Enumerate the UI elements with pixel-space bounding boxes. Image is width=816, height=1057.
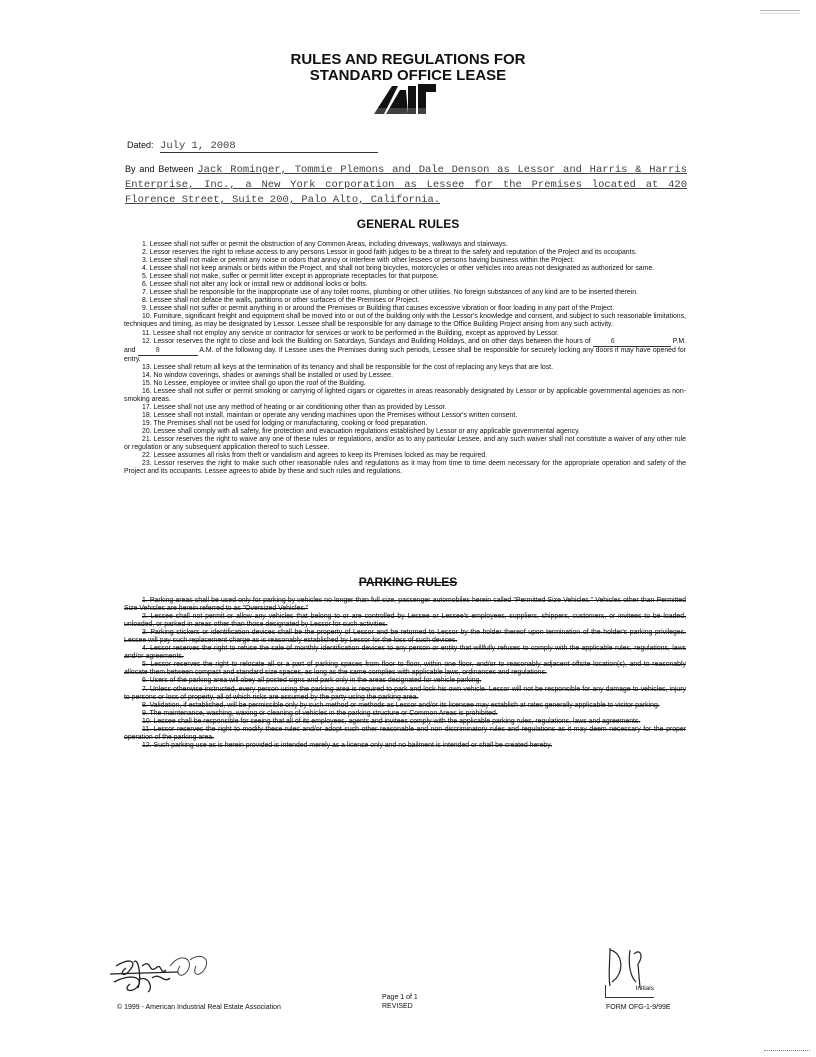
parking-rule: 7. Unless otherwise instructed, every person using the parking area is required to park and lock his own vehicle. Lessor will not be responsible for any damage to vehicles, injury to persons or loss of property, all of which risks are assumed by the party using the parking area. [124, 685, 686, 701]
parties-prefix: By and Between [125, 164, 194, 174]
initials-box [605, 985, 654, 998]
general-rule: 14. No window coverings, shades or awnings shall be installed or used by Lessee. [142, 371, 393, 379]
copyright-text: © 1999 - American Industrial Real Estate Association [117, 1004, 281, 1011]
general-rule: 17. Lessee shall not use any method of heating or air conditioning other than as provided by Lessor. [142, 403, 447, 411]
parking-rule: 2. Lessee shall not permit or allow any vehicles that belong to or are controlled by Lessee or Lessee's employees, suppliers, shippers, customers, or invitees to be loaded, unloaded, or parked in areas other than those designated by Lessor for such activities. [124, 613, 686, 629]
general-rule: 10. Furniture, significant freight and equipment shall be moved into or out of the building only with the Lessor's knowledge and consent, and subject to such reasonable limitations, techniques and timing, as may be designated by Lessor. Lessee shall be responsible for any damage to the Office Building Project arising from any such activity. [124, 313, 686, 329]
parties-typed-text: Jack Rominger, Tommie Plemons and Dale Denson as Lessor and Harris & Harris Enterprise, Inc., a New York corporation as Lessee for the Premises located at 420 Florence Street, Suite 200, Palo Alto, California. [125, 164, 688, 206]
general-rule: 7. Lessee shall be responsible for the inappropriate use of any toilet rooms, plumbing or other utilities. No foreign substances of any kind are to be inserted therein. [142, 289, 639, 297]
general-rule: 1. Lessee shall not suffer or permit the obstruction of any Common Areas, including driveways, walkways and stairways. [142, 241, 508, 248]
general-rule: 4. Lessee shall not keep animals or birds within the Project, and shall not bring bicycles, motorcycles or other vehicles into areas not designated as authorized for same. [142, 265, 655, 273]
scan-mark-top [760, 10, 800, 14]
parking-rule: 6. Users of the parking area will obey all posted signs and park only in the areas designated for vehicle parking. [142, 677, 482, 685]
parking-rule: 3. Parking stickers or identification devices shall be the property of Lessor and be returned to Lessor by the holder thereof upon termination of the holder's parking privileges. Lessee will pay such replacement charge as is reasonably established by Lessor for the loss of such devices. [124, 629, 686, 645]
parking-rule: 8. Validation, if established, will be permissible only by such method or methods as Lessor and/or its licensee may establish at rates generally applicable to visitor parking. [142, 701, 660, 709]
general-rules-list [124, 241, 686, 476]
parties-paragraph [125, 162, 687, 207]
general-rule: 9. Lessee shall not suffer or permit anything in or around the Premises or Building that causes excessive vibration or floor loading in any part of the Project. [142, 305, 615, 313]
initials-label: Initials [635, 985, 654, 992]
document-title-line1: RULES AND REGULATIONS FOR [290, 51, 526, 68]
parking-rules-list [124, 597, 686, 750]
general-rule-12 [124, 338, 686, 364]
parking-rules-heading: PARKING RULES [358, 575, 458, 589]
general-rule: 6. Lessee shall not alter any lock or install new or additional locks or bolts. [142, 281, 368, 289]
scan-mark-bottom [764, 1050, 810, 1054]
page-number: Page 1 of 1 [382, 994, 418, 1001]
revised-label: REVISED [382, 1003, 413, 1010]
rule12-text-a: 12. Lessor reserves the right to close and lock the Building on Saturdays, Sundays and Building Holidays, and on other days between the hours of [142, 337, 591, 345]
general-rule: 21. Lessor reserves the right to waive any one of these rules or regulations, and/or as to any particular Lessee, and any such waiver shall not constitute a waiver of any other rule or regulation or any subsequent application thereof to such Lessee. [124, 436, 686, 452]
rule12-pm-value: 6 [593, 338, 671, 347]
parking-rule: 10. Lessee shall be responsible for seeing that all of its employees, agents and invitees comply with the applicable parking rules, regulations, laws and agreements. [142, 717, 641, 725]
form-id: FORM OFG-1-9/99E [606, 1004, 671, 1011]
dated-value: July 1, 2008 [160, 140, 378, 153]
general-rule: 5. Lessee shall not make, suffer or permit litter except in appropriate receptacles for that purpose. [142, 273, 439, 281]
general-rule: 15. No Lessee, employee or invitee shall go upon the roof of the Building. [142, 379, 366, 387]
parking-rule: 5. Lessor reserves the right to relocate all or a part of parking spaces from floor to floor, within one floor, and/or to reasonably adjacent offsite location(s), and to reasonably allocate them between compact and standard size spaces, as long as the same complies with applicable laws, ordinances and regulations. [124, 661, 686, 677]
general-rule: 18. Lessee shall not install, maintain or operate any vending machines upon the Premises without Lessor's written consent. [142, 411, 518, 419]
dated-line [127, 140, 378, 153]
rule12-text-b: A.M. of the following day. If Lessee uses the Premises during such periods, Lessee shall be responsible for securely locking any doors it may have opened for entry. [124, 346, 686, 363]
parking-rule: 1. Parking areas shall be used only for parking by vehicles no longer than full size, passenger automobiles herein called "Permitted Size Vehicles." Vehicles other than Permitted Size Vehicles are herein referred to as "Oversized Vehicles." [124, 597, 686, 613]
parking-rule: 9. The maintenance, washing, waxing or cleaning of vehicles in the parking structure or Common Areas is prohibited. [142, 709, 498, 717]
general-rule: 22. Lessee assumes all risks from theft or vandalism and agrees to keep its Premises locked as may be required. [142, 452, 488, 460]
air-logo-icon [372, 80, 438, 116]
parking-rule: 4. Lessor reserves the right to refuse the sale of monthly identification devices to any person or entity that willfully refuses to comply with the applicable rules, regulations, laws and/or agreements. [124, 645, 686, 661]
general-rules-heading: GENERAL RULES [356, 217, 460, 231]
general-rule: 16. Lessee shall not suffer or permit smoking or carrying of lighted cigars or cigarettes in areas reasonably designated by Lessor or by applicable governmental agencies as non-smoking areas. [124, 387, 686, 403]
document-title-line2: STANDARD OFFICE LEASE [309, 67, 507, 84]
general-rule: 23. Lessor reserves the right to make such other reasonable rules and regulations as it may from time to time deem necessary for the appropriate operation and safety of the Project and its occupants. Lessee agrees to abide by these and such rules and regulations. [124, 460, 686, 476]
dated-label: Dated: [127, 140, 154, 150]
general-rule: 3. Lessee shall not make or permit any noise or odors that annoy or interfere with other lessees or persons having business within the Project. [142, 257, 575, 265]
rule12-am-value: 8 [138, 347, 198, 356]
parking-rule: 12. Such parking use as is herein provided is intended merely as a license only and no bailment is intended or shall be created hereby. [142, 741, 553, 749]
general-rule: 2. Lessor reserves the right to refuse access to any persons Lessor in good faith judges to be a threat to the safety and reputation of the Project and its occupants. [142, 249, 637, 257]
general-rule: 13. Lessee shall return all keys at the termination of its tenancy and shall be responsible for the cost of replacing any keys that are lost. [142, 363, 553, 371]
general-rule: 20. Lessee shall comply with all safety, fire protection and evacuation regulations established by Lessor or any applicable governmental agency. [142, 428, 580, 436]
general-rule: 11. Lessee shall not employ any service or contractor for services or work to be performed in the Building, except as approved by Lessor. [142, 329, 559, 337]
lessor-signature-icon [108, 948, 218, 1000]
general-rule: 8. Lessee shall not deface the walls, partitions or other surfaces of the Premises or Project. [142, 297, 420, 305]
parking-rule: 11. Lessor reserves the right to modify these rules and/or adopt such other reasonable and non discriminatory rules and regulations as it may deem necessary for the proper operation of the parking area. [124, 725, 686, 741]
rule12-pm-label: P.M. and [124, 337, 686, 354]
general-rule: 19. The Premises shall not be used for lodging or manufacturing, cooking or food preparation. [142, 420, 428, 428]
